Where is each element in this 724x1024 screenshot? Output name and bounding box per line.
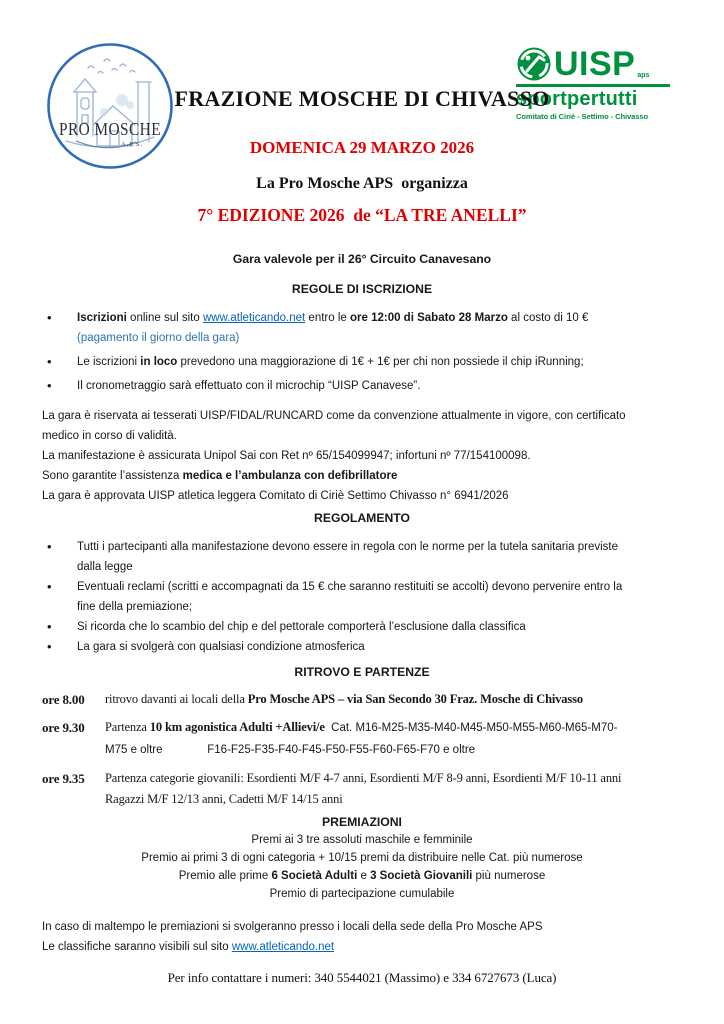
bullet-text xyxy=(77,617,682,637)
text-segment: 6 Società Adulti xyxy=(271,870,358,882)
text-segment: Premi ai 3 tre assoluti maschile e femminile xyxy=(251,834,473,846)
section-heading-regole-iscrizione: REGOLE DI ISCRIZIONE xyxy=(291,282,433,296)
schedule-time: ore 9.35 xyxy=(42,771,85,786)
contact-line: Per info contattare i numeri: 340 5544021 (Massimo) e 334 6727673 (Luca) xyxy=(167,970,557,985)
text-segment: ritrovo davanti ai locali della xyxy=(105,692,248,706)
edition-line: 7° EDIZIONE 2026 de “LA TRE ANELLI” xyxy=(197,205,527,225)
text-segment: M75 e oltre F16-F25-F35-F40-F45-F50-F55-F60-F65-F70 e oltre xyxy=(105,744,476,756)
text-segment: Cat. M16-M25-M35-M40-M45-M50-M55-M60-M65-M70- xyxy=(324,722,618,734)
premiazioni-line xyxy=(42,885,682,903)
text-segment: 10 km agonistica Adulti +Allievi/e xyxy=(149,720,325,734)
iscrizione-bullet-list xyxy=(42,308,682,396)
atleticando-link[interactable]: www.atleticando.net xyxy=(202,312,306,324)
bullet-text xyxy=(77,352,682,372)
list-item xyxy=(42,376,682,396)
text-segment: Tutti i partecipanti alla manifestazione devono essere in regola con le norme per la tutela sanitaria previste xyxy=(77,541,619,553)
schedule-row xyxy=(42,768,682,810)
regolamento-bullet-list xyxy=(42,537,682,657)
uisp-logo-top xyxy=(516,46,670,82)
premiazioni-line xyxy=(42,831,682,849)
bullet-text xyxy=(77,537,682,577)
text-segment: ore 12:00 di Sabato 28 Marzo xyxy=(349,312,508,324)
uisp-committee-line: Comitato di Cirié - Settimo - Chivasso xyxy=(516,112,649,121)
text-segment: fine della premiazione; xyxy=(77,601,193,613)
text-segment: La gara è riservata ai tesserati UISP/FIDAL/RUNCARD come da convenzione attualmente in vigore, con certificato xyxy=(42,410,626,422)
text-segment: Iscrizioni xyxy=(77,312,127,324)
schedule-row xyxy=(42,717,682,761)
list-item xyxy=(42,577,682,617)
text-segment: (pagamento il giorno della gara) xyxy=(77,332,240,344)
pro-mosche-logo-subtext: A.P.S. xyxy=(120,141,144,148)
uisp-emblem-icon xyxy=(516,46,552,82)
schedule-time: ore 9.30 xyxy=(42,720,85,735)
text-segment: In caso di maltempo le premiazioni si svolgeranno presso i locali della sede della Pro Mosche APS xyxy=(42,921,543,933)
list-item xyxy=(42,537,682,577)
bullet-text xyxy=(77,577,682,617)
text-segment: Pro Mosche APS – via San Secondo 30 Fraz. Mosche di Chivasso xyxy=(247,692,583,706)
list-item xyxy=(42,352,682,372)
text-segment: prevedono una maggiorazione di 1€ + 1€ per chi non possiede il chip iRunning; xyxy=(177,356,584,368)
text-segment: Partenza categorie giovanili: Esordienti M/F 4-7 anni, Esordienti M/F 8-9 anni, Esordienti M/F 10-11 anni xyxy=(105,771,622,785)
text-segment: La gara si svolgerà con qualsiasi condizione atmosferica xyxy=(77,641,365,653)
text-segment: medico in corso di validità. xyxy=(42,430,177,442)
text-segment: e xyxy=(357,870,371,882)
premiazioni-line xyxy=(42,849,682,867)
header xyxy=(42,42,682,252)
bullet-text xyxy=(77,376,682,396)
schedule-time: ore 8.00 xyxy=(42,692,85,707)
text-segment: più numerose xyxy=(472,870,546,882)
uisp-wordmark: UISP xyxy=(554,45,636,83)
event-date-line: DOMENICA 29 MARZO 2026 xyxy=(249,138,475,157)
text-segment: entro le xyxy=(305,312,350,324)
text-segment: La manifestazione è assicurata Unipol Sai con Ret nº 65/154099947; infortuni nº 77/154100098. xyxy=(42,450,531,462)
page-title: FRAZIONE MOSCHE DI CHIVASSO xyxy=(174,86,550,111)
text-segment: Il cronometraggio sarà effettuato con il microchip “UISP Canavese”. xyxy=(77,380,421,392)
section-heading-ritrovo-partenze: RITROVO E PARTENZE xyxy=(294,665,430,679)
text-segment: dalla legge xyxy=(77,561,133,573)
list-item xyxy=(42,617,682,637)
text-segment: Eventuali reclami (scritti e accompagnati da 15 € che saranno restituiti se accolti) devono pervenire entro la xyxy=(77,581,623,593)
text-segment: online sul sito xyxy=(126,312,203,324)
atleticando-link[interactable]: www.atleticando.net xyxy=(231,941,335,953)
bullet-text xyxy=(77,308,682,348)
text-segment: medica e l’ambulanza con defibrillatore xyxy=(182,470,398,482)
schedule-detail xyxy=(105,717,682,761)
premiazioni-line xyxy=(42,867,682,885)
uisp-tagline: sportpertutti xyxy=(516,88,638,110)
list-item xyxy=(42,637,682,657)
text-segment: Partenza xyxy=(105,720,150,734)
premiazioni-lines xyxy=(42,831,682,903)
circuit-line: Gara valevole per il 26° Circuito Canavesano xyxy=(232,252,492,266)
organizer-line: La Pro Mosche APS organizza xyxy=(256,175,468,192)
list-item xyxy=(42,308,682,348)
text-segment: Premio ai primi 3 di ogni categoria + 10/15 premi da distribuire nelle Cat. più numerose xyxy=(141,852,583,864)
text-segment: al costo di 10 € xyxy=(507,312,589,324)
text-segment: Sono garantite l’assistenza xyxy=(42,470,183,482)
pro-mosche-logo-text: PRO MOSCHE xyxy=(59,119,161,139)
insurance-info-paragraph xyxy=(42,406,682,506)
text-segment: Ragazzi M/F 12/13 anni, Cadetti M/F 14/15 anni xyxy=(105,792,343,806)
section-heading-regolamento: REGOLAMENTO xyxy=(314,511,410,525)
text-segment: Si ricorda che lo scambio del chip e del pettorale comporterà l’esclusione dalla classifica xyxy=(77,621,526,633)
schedule-detail xyxy=(105,689,682,710)
text-segment: Le iscrizioni xyxy=(77,356,141,368)
text-segment: in loco xyxy=(140,356,178,368)
text-segment: Le classifiche saranno visibili sul sito xyxy=(42,941,232,953)
schedule-row xyxy=(42,689,682,710)
text-segment: 3 Società Giovanili xyxy=(370,870,473,882)
bad-weather-note xyxy=(42,917,682,957)
uisp-aps-suffix: aps xyxy=(637,72,650,79)
text-segment: Premio alle prime xyxy=(178,870,272,882)
text-segment: La gara è approvata UISP atletica leggera Comitato di Ciriè Settimo Chivasso n° 6941/2026 xyxy=(42,490,509,502)
schedule-detail xyxy=(105,768,682,810)
text-segment: Premio di partecipazione cumulabile xyxy=(269,888,455,900)
bullet-text xyxy=(77,637,682,657)
schedule xyxy=(42,689,682,810)
section-heading-premiazioni: PREMIAZIONI xyxy=(322,815,402,829)
